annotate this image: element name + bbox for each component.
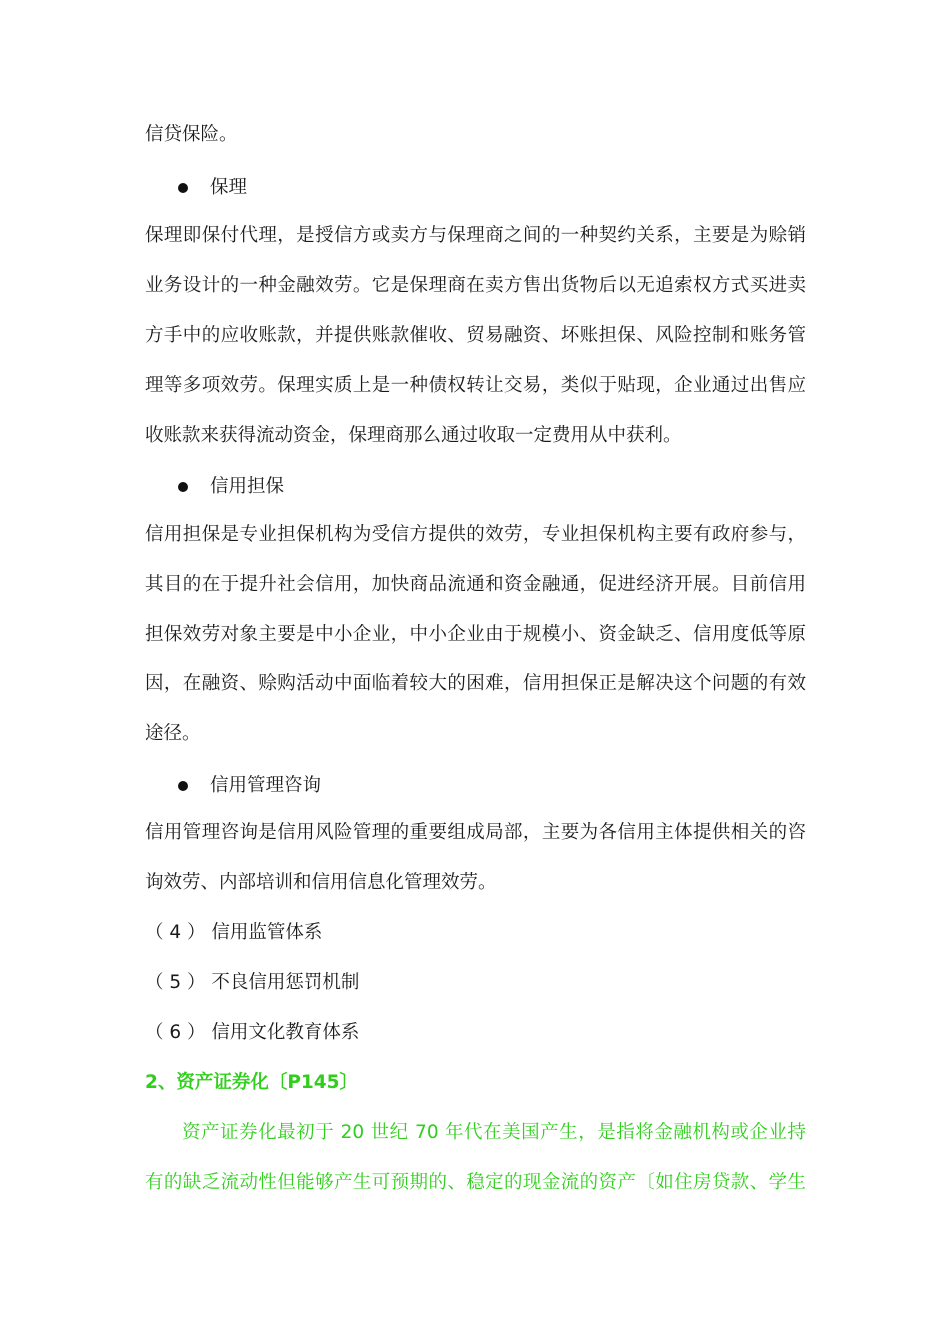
paragraph-line: 担保效劳对象主要是中小企业，中小企业由于规模小、资金缺乏、信用度低等原 <box>145 624 806 645</box>
paragraph-line: 信贷保险。 <box>145 124 238 145</box>
bullet-label: 信用担保 <box>210 476 285 497</box>
bullet-dot-icon <box>178 183 188 193</box>
paragraph-line: 保理即保付代理，是授信方或卖方与保理商之间的一种契约关系，主要是为赊销 <box>145 225 806 246</box>
paragraph-line: 业务设计的一种金融效劳。它是保理商在卖方售出货物后以无追索权方式买进卖 <box>145 275 806 296</box>
bullet-label: 保理 <box>210 177 248 198</box>
bullet-dot-icon <box>178 482 188 492</box>
paragraph-line: 理等多项效劳。保理实质上是一种债权转让交易，类似于贴现，企业通过出售应 <box>145 375 806 396</box>
section-heading: 2、资产证券化〔P145〕 <box>145 1072 359 1093</box>
paragraph-line: 其目的在于提升社会信用，加快商品流通和资金融通，促进经济开展。目前信用 <box>145 574 806 595</box>
paragraph-line: 方手中的应收账款，并提供账款催收、贸易融资、坏账担保、风险控制和账务管 <box>145 325 806 346</box>
numbered-item: （ 5 ） 不良信用惩罚机制 <box>145 972 360 993</box>
paragraph-line: 询效劳、内部培训和信用信息化管理效劳。 <box>145 872 497 893</box>
bullet-dot-icon <box>178 781 188 791</box>
numbered-item: （ 6 ） 信用文化教育体系 <box>145 1022 360 1043</box>
paragraph-line: 途径。 <box>145 723 201 744</box>
bullet-label: 信用管理咨询 <box>210 775 322 796</box>
numbered-item: （ 4 ） 信用监管体系 <box>145 922 323 943</box>
paragraph-line: 资产证券化最初于 20 世纪 70 年代在美国产生，是指将金融机构或企业持 <box>182 1122 806 1143</box>
paragraph-line: 信用管理咨询是信用风险管理的重要组成局部，主要为各信用主体提供相关的咨 <box>145 822 806 843</box>
paragraph-line: 信用担保是专业担保机构为受信方提供的效劳，专业担保机构主要有政府参与， <box>145 524 806 545</box>
paragraph-line: 因，在融资、赊购活动中面临着较大的困难，信用担保正是解决这个问题的有效 <box>145 673 806 694</box>
paragraph-line: 收账款来获得流动资金，保理商那么通过收取一定费用从中获利。 <box>145 425 682 446</box>
paragraph-line: 有的缺乏流动性但能够产生可预期的、稳定的现金流的资产〔如住房贷款、学生 <box>145 1172 806 1193</box>
